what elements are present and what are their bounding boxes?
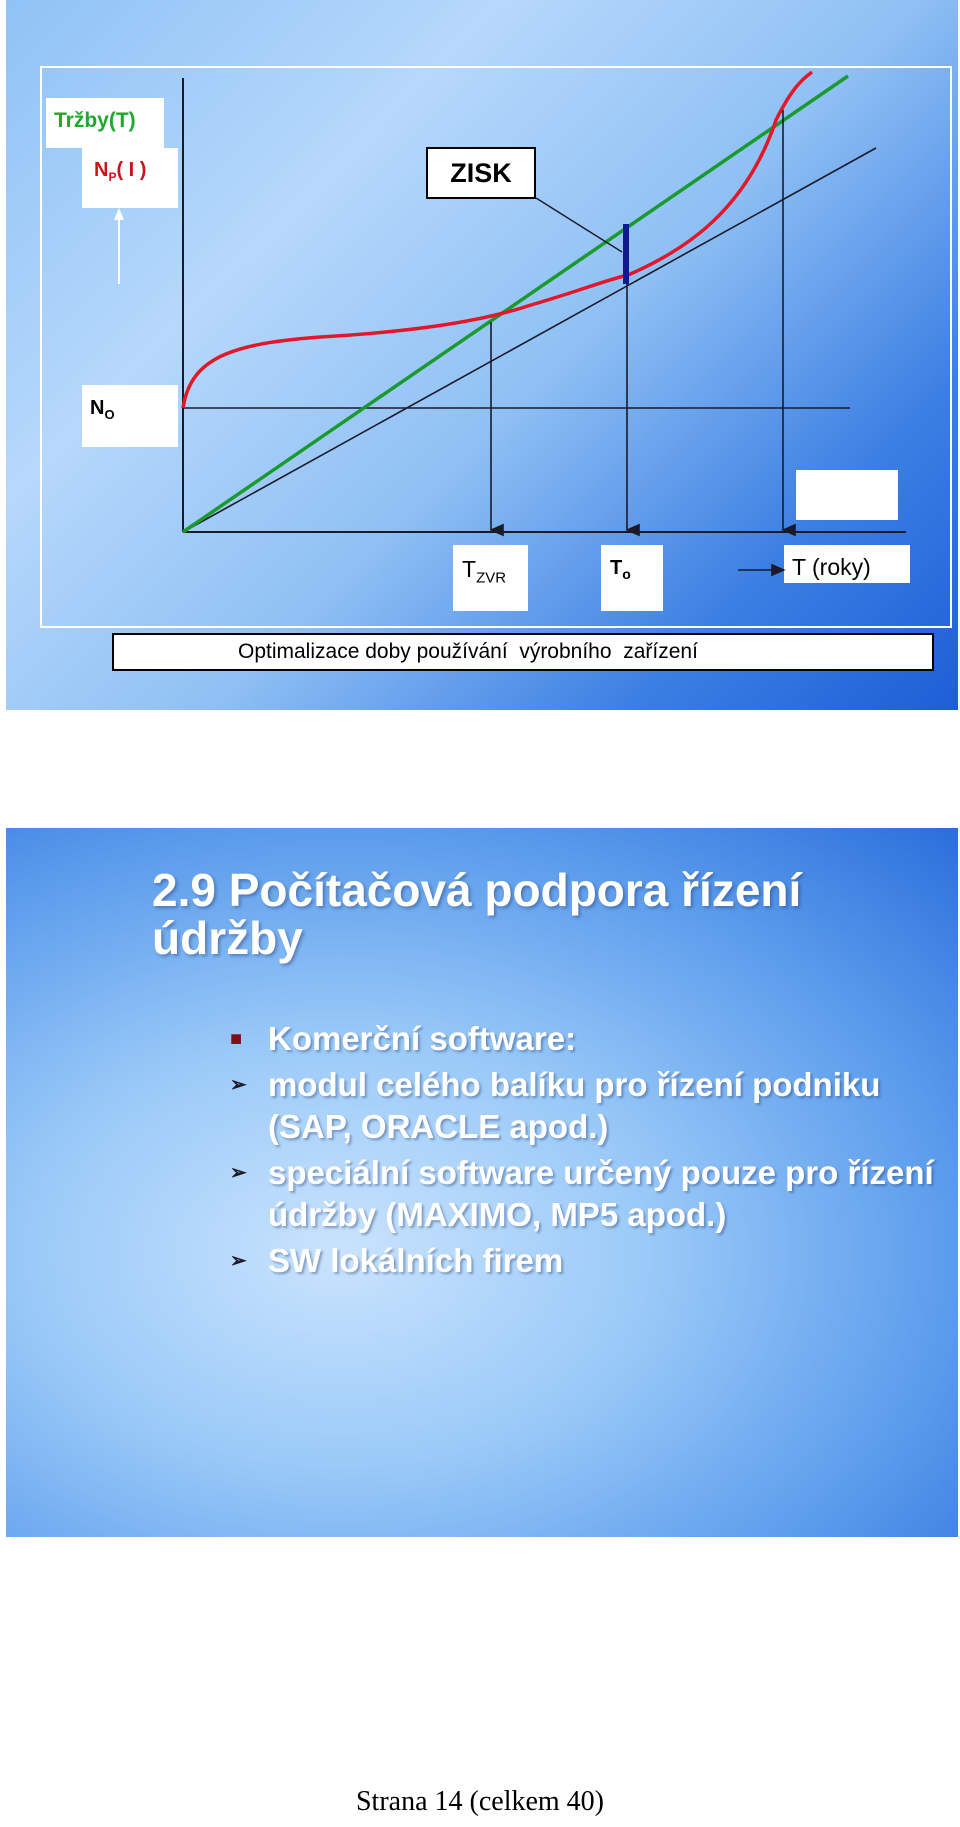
- caption-text: Optimalizace doby používání výrobního zařízení: [238, 640, 698, 663]
- slide-chart: [6, 0, 958, 710]
- bullet-item: ➢ modul celého balíku pro řízení podniku (SAP, ORACLE apod.): [230, 1066, 881, 1145]
- arrow-bullet-icon: ➢: [230, 1250, 247, 1272]
- arrow-bullet-icon: ➢: [230, 1074, 247, 1096]
- arrow-bullet-icon: ➢: [230, 1162, 247, 1184]
- zisk-label: ZISK: [426, 147, 536, 199]
- revenue-line: [183, 76, 848, 532]
- bullet-list: [230, 1018, 948, 1286]
- slide-maintenance-software: [6, 828, 958, 1537]
- chart-plot: [6, 0, 958, 710]
- bullet-item: ➢ SW lokálních firem: [268, 1240, 948, 1282]
- to-label: $T_o$: [610, 557, 631, 582]
- bullet-item: ■ Komerční software:: [268, 1018, 948, 1060]
- troky-label: T (roky): [792, 554, 871, 580]
- np-label: $N_P$( I ): [94, 159, 147, 184]
- tzvr-label: $T_{ZVR}$: [462, 556, 507, 587]
- slide-caption: [112, 633, 934, 671]
- bullet-item: ➢ speciální software určený pouze pro řízení údržby (MAXIMO, MP5 apod.): [230, 1154, 934, 1233]
- no-label: $N_O$: [90, 397, 115, 422]
- square-bullet-icon: ■: [230, 1028, 243, 1050]
- page-footer: Strana 14 (celkem 40): [355, 1786, 605, 1817]
- slide-title: 2.9 Počítačová podpora řízení údržby: [152, 864, 802, 964]
- zisk-pointer: [536, 198, 622, 252]
- trzby-label: Tržby(T): [54, 109, 136, 132]
